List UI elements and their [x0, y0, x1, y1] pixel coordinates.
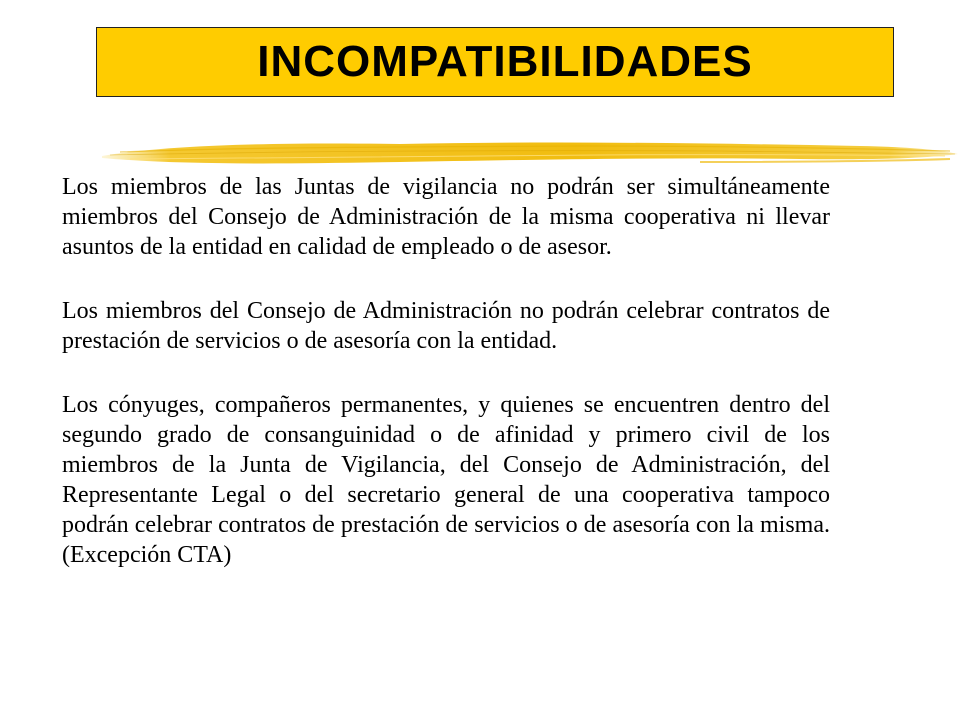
paragraph-juntas-vigilancia: Los miembros de las Juntas de vigilancia no podrán ser simultáneamente miembros del Consejo de Administración de la misma cooperativa ni llevar asuntos de la entidad en calidad de empleado o de asesor. [62, 174, 830, 260]
slide-body [62, 172, 830, 570]
title-banner [96, 27, 894, 97]
paragraph-consejo-administracion: Los miembros del Consejo de Administración no podrán celebrar contratos de prestación de servicios o de asesoría con la entidad. [62, 298, 830, 354]
paragraph-conyuges: Los cónyuges, compañeros permanentes, y quienes se encuentren dentro del segundo grado de consanguinidad o de afinidad y primero civil de los miembros de la Junta de Vigilancia, del Consejo de Administración, del Representante Legal o del secretario general de una cooperativa tampoco podrán celebrar contratos de prestación de servicios o de asesoría con la misma. (Excepción CTA) [62, 392, 830, 568]
slide-title: INCOMPATIBILIDADES [257, 37, 753, 86]
